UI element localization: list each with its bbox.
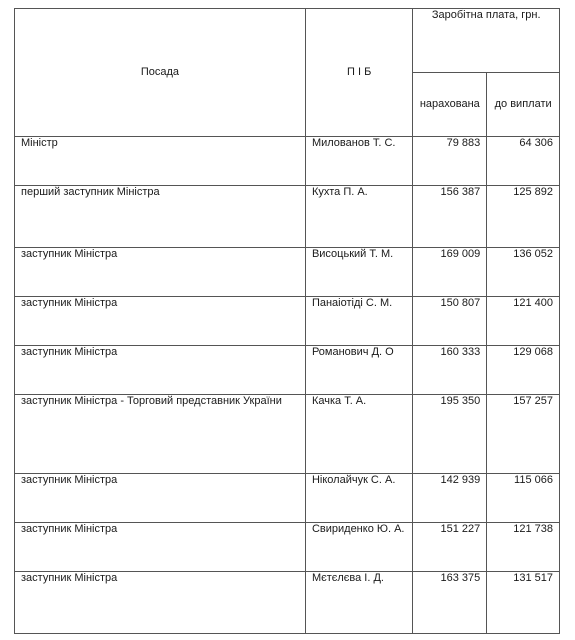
cell-position: Міністр bbox=[15, 137, 306, 186]
table-row bbox=[15, 523, 560, 572]
cell-name: Висоцький Т. М. bbox=[305, 248, 412, 297]
table-row bbox=[15, 186, 560, 248]
cell-name: Свириденко Ю. А. bbox=[305, 523, 412, 572]
cell-accrued: 142 939 bbox=[413, 474, 487, 523]
cell-name: Мєтєлєва І. Д. bbox=[305, 572, 412, 634]
cell-accrued: 160 333 bbox=[413, 346, 487, 395]
cell-to-pay: 136 052 bbox=[487, 248, 560, 297]
cell-name: Панаіотіді С. М. bbox=[305, 297, 412, 346]
header-row bbox=[15, 9, 560, 73]
header-name: П І Б bbox=[305, 9, 412, 137]
cell-accrued: 151 227 bbox=[413, 523, 487, 572]
cell-position: заступник Міністра bbox=[15, 474, 306, 523]
cell-name: Кухта П. А. bbox=[305, 186, 412, 248]
salary-table bbox=[14, 8, 560, 634]
cell-to-pay: 129 068 bbox=[487, 346, 560, 395]
cell-position: заступник Міністра - Торговий представник України bbox=[15, 395, 306, 474]
cell-to-pay: 121 738 bbox=[487, 523, 560, 572]
cell-accrued: 195 350 bbox=[413, 395, 487, 474]
table-row bbox=[15, 346, 560, 395]
cell-accrued: 150 807 bbox=[413, 297, 487, 346]
cell-accrued: 79 883 bbox=[413, 137, 487, 186]
header-to-pay: до виплати bbox=[487, 73, 560, 137]
cell-to-pay: 121 400 bbox=[487, 297, 560, 346]
cell-accrued: 169 009 bbox=[413, 248, 487, 297]
cell-name: Ніколайчук С. А. bbox=[305, 474, 412, 523]
cell-name: Романович Д. О bbox=[305, 346, 412, 395]
cell-name: Милованов Т. С. bbox=[305, 137, 412, 186]
table-row bbox=[15, 297, 560, 346]
cell-position: заступник Міністра bbox=[15, 248, 306, 297]
cell-position: заступник Міністра bbox=[15, 523, 306, 572]
table-row bbox=[15, 395, 560, 474]
table-row bbox=[15, 474, 560, 523]
cell-accrued: 156 387 bbox=[413, 186, 487, 248]
table-row bbox=[15, 137, 560, 186]
cell-to-pay: 64 306 bbox=[487, 137, 560, 186]
cell-position: перший заступник Міністра bbox=[15, 186, 306, 248]
header-accrued: нарахована bbox=[413, 73, 487, 137]
cell-accrued: 163 375 bbox=[413, 572, 487, 634]
table-row bbox=[15, 572, 560, 634]
cell-position: заступник Міністра bbox=[15, 346, 306, 395]
cell-to-pay: 157 257 bbox=[487, 395, 560, 474]
cell-name: Качка Т. А. bbox=[305, 395, 412, 474]
header-salary-group: Заробітна плата, грн. bbox=[413, 9, 560, 73]
table-row bbox=[15, 248, 560, 297]
cell-position: заступник Міністра bbox=[15, 572, 306, 634]
cell-to-pay: 115 066 bbox=[487, 474, 560, 523]
cell-to-pay: 125 892 bbox=[487, 186, 560, 248]
header-position: Посада bbox=[15, 9, 306, 137]
cell-position: заступник Міністра bbox=[15, 297, 306, 346]
cell-to-pay: 131 517 bbox=[487, 572, 560, 634]
